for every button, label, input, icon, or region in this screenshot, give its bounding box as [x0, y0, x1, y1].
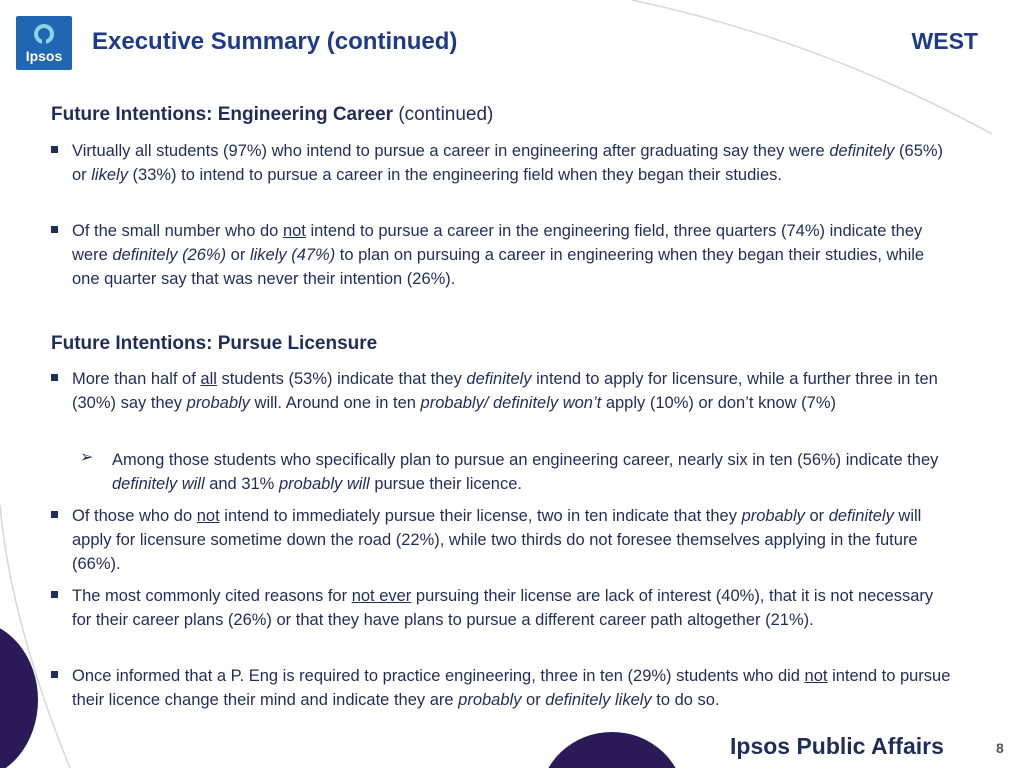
bullet-icon [51, 226, 58, 233]
bullet-icon [51, 671, 58, 678]
list-item: Once informed that a P. Eng is required to practice engineering, three in ten (29%) students who did not intend to pursue their licence change their mind and indicate they are probably or definitely likely to do so. [72, 667, 951, 709]
footer-brand: Ipsos Public Affairs [730, 733, 944, 759]
ipsos-logo [16, 16, 72, 70]
bullet-icon [51, 374, 58, 381]
region-label: WEST [911, 28, 978, 54]
bullet-icon [51, 511, 58, 518]
logo-text: Ipsos [25, 48, 63, 64]
section-title-engineering-career: Future Intentions: Engineering Career (continued) [51, 104, 494, 125]
list-item: Of those who do not intend to immediately pursue their license, two in ten indicate that they probably or definitely will apply for licensure sometime down the road (22%), while two thirds do not foresee themselves applying in the future (66%). [72, 507, 922, 573]
bullet-icon [51, 591, 58, 598]
list-item: The most commonly cited reasons for not ever pursuing their license are lack of interest (40%), that it is not necessary for their career plans (26%) or that they have plans to pursue a different career path altogether (21%). [72, 587, 934, 629]
sub-list-item: Among those students who specifically plan to pursue an engineering career, nearly six in ten (56%) indicate they definitely will and 31% probably will pursue their licence. [112, 451, 939, 493]
list-item: Of the small number who do not intend to pursue a career in the engineering field, three quarters (74%) indicate they were definitely (26%) or likely (47%) to plan on pursuing a career in engineering when they began their studies, while one quarter say that was never their intention (26%). [72, 222, 925, 288]
logo-mark-icon [32, 22, 56, 46]
list-item: More than half of all students (53%) indicate that they definitely intend to apply for licensure, while a further three in ten (30%) say they probably will. Around one in ten probably/ definitely won’t apply (10%) or don’t know (7%) [72, 370, 938, 412]
page-number: 8 [996, 740, 1004, 756]
list-item: Virtually all students (97%) who intend to pursue a career in engineering after graduating say they were definitely (65%) or likely (33%) to intend to pursue a career in the engineering field when they began their studies. [72, 142, 944, 184]
page-title: Executive Summary (continued) [92, 28, 458, 55]
section-title-pursue-licensure: Future Intentions: Pursue Licensure [51, 333, 378, 354]
bullet-icon [51, 146, 58, 153]
arrow-bullet-icon: ➢ [80, 449, 94, 466]
